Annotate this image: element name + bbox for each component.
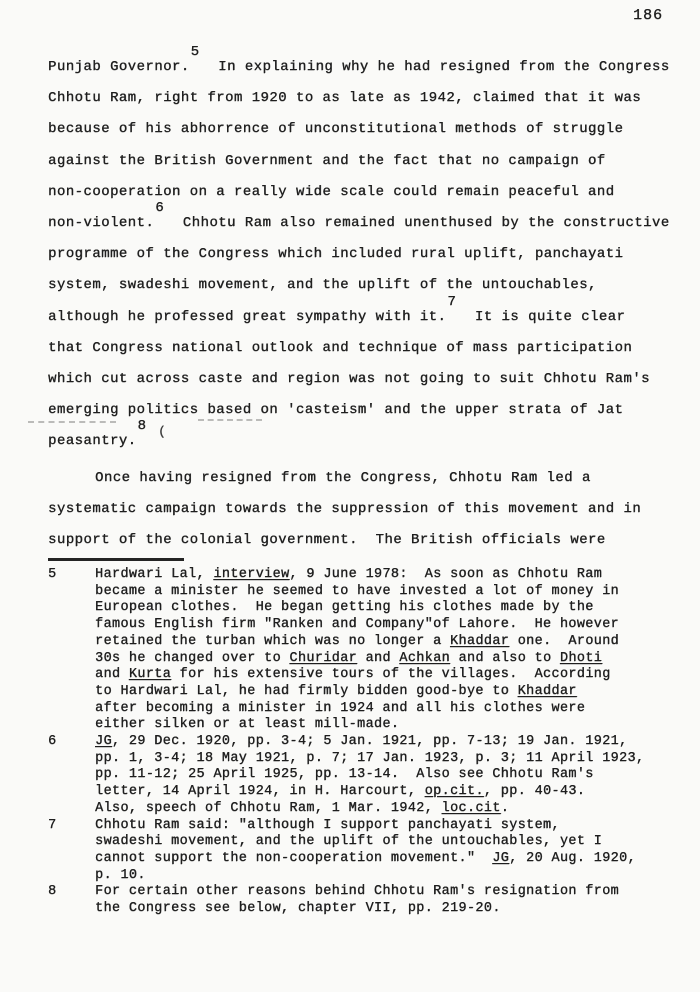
- underlined-term: Dhoti: [559, 650, 603, 666]
- text-line: Punjab Governor.5 In explaining why he had resigned from the Congress: [48, 44, 670, 75]
- text-line: Chhotu Ram said: "although I support panchayati system,: [95, 817, 560, 833]
- underlined-term: interview: [213, 567, 290, 582]
- underlined-term: JG: [95, 734, 112, 750]
- text-line: JG, 29 Dec. 1920, pp. 3-4; 5 Jan. 1921, pp. 7-13; 19 Jan. 1921,: [95, 734, 628, 750]
- text-line: although he professed great sympathy with it.7 It is quite clear: [48, 293, 626, 325]
- text-line: to Hardwari Lal, he had firmly bidden good-bye to Khaddar: [95, 683, 577, 699]
- body-text: [48, 44, 678, 556]
- text-line: non-violent.6 Chhotu Ram also remained unenthused by the constructive: [48, 200, 670, 232]
- text-line: after becoming a minister in 1924 and all his clothes were: [95, 700, 586, 716]
- footnote-text: [95, 818, 648, 885]
- text-line: European clothes. He began getting his clothes made by the: [95, 600, 594, 616]
- footnote-number: 5: [48, 567, 57, 582]
- underlined-term: Khaddar: [517, 683, 577, 699]
- scan-artifact-dash: [28, 421, 116, 423]
- text-line: Chhotu Ram, right from 1920 to as late as 1942, claimed that it was: [48, 90, 642, 107]
- footnote-ref: 6: [155, 200, 165, 217]
- footnote-ref: 8: [137, 418, 147, 435]
- text-line: emerging politics based on 'casteism' and the upper strata of Jat: [48, 402, 624, 419]
- footnote: [48, 567, 648, 734]
- text-line: letter, 14 April 1924, in H. Harcourt, op.cit., pp. 40-43.: [95, 784, 586, 800]
- text-line: Hardwari Lal, interview, 9 June 1978: As soon as Chhotu Ram: [95, 567, 603, 582]
- underlined-term: Kurta: [128, 667, 172, 683]
- text-line: programme of the Congress which included rural uplift, panchayati: [48, 246, 624, 263]
- text-line: 30s he changed over to Churidar and Achkan and also to Dhoti: [95, 650, 603, 666]
- text-line: which cut across caste and region was not going to suit Chhotu Ram's: [48, 371, 650, 388]
- underlined-term: Churidar: [289, 650, 358, 666]
- footnote: [48, 818, 648, 885]
- text-line: cannot support the non-cooperation movement." JG, 20 Aug. 1920,: [95, 850, 636, 866]
- underlined-term: op.cit.: [424, 784, 484, 800]
- scan-artifact-mark: (: [158, 424, 166, 439]
- footnote-separator: [48, 558, 184, 561]
- text-line: For certain other reasons behind Chhotu Ram's resignation from: [95, 884, 619, 900]
- text-line: famous English firm "Ranken and Company"of Lahore. He however: [95, 617, 619, 633]
- footnote-text: [95, 734, 648, 818]
- text-line: became a minister he seemed to have invested a lot of money in: [95, 583, 619, 599]
- text-line: and Kurta for his extensive tours of the villages. According: [95, 667, 611, 683]
- underlined-term: loc.cit: [441, 800, 501, 816]
- text-line: because of his abhorrence of unconstitutional methods of struggle: [48, 121, 624, 138]
- text-line: p. 10.: [95, 867, 146, 883]
- paragraph: [48, 463, 678, 557]
- text-line: Also, speech of Chhotu Ram, 1 Mar. 1942, loc.cit.: [95, 800, 510, 816]
- underlined-term: Achkan: [399, 650, 450, 666]
- text-line: system, swadeshi movement, and the uplift of the untouchables,: [48, 277, 597, 294]
- footnote-text: [95, 884, 648, 917]
- paragraph: [48, 44, 678, 458]
- footnote: [48, 734, 648, 818]
- text-line: peasantry.8: [48, 418, 147, 450]
- page-number: 186: [633, 7, 664, 24]
- footnote-ref: 5: [190, 44, 200, 60]
- text-line: pp. 11-12; 25 April 1925, pp. 13-14. Also see Chhotu Ram's: [95, 767, 594, 783]
- footnote: [48, 884, 648, 917]
- footnote-number: 8: [48, 884, 57, 900]
- text-line: retained the turban which was no longer a Khaddar one. Around: [95, 633, 620, 649]
- text-line: either silken or at least mill-made.: [95, 717, 400, 733]
- text-line: Once having resigned from the Congress, Chhotu Ram led a: [95, 469, 591, 486]
- scan-artifact-dash: [198, 419, 262, 421]
- underlined-term: JG: [492, 850, 510, 866]
- footnote-text: [95, 567, 648, 734]
- text-line: swadeshi movement, and the uplift of the untouchables, yet I: [95, 834, 603, 850]
- footnote-ref: 7: [447, 293, 457, 310]
- text-line: that Congress national outlook and technique of mass participation: [48, 339, 633, 356]
- text-line: the Congress see below, chapter VII, pp. 219-20.: [95, 901, 501, 917]
- text-line: systematic campaign towards the suppression of this movement and in: [48, 500, 642, 517]
- footnote-number: 7: [48, 817, 57, 833]
- underlined-term: Khaddar: [449, 633, 510, 649]
- text-line: non-cooperation on a really wide scale could remain peaceful and: [48, 183, 615, 200]
- footnotes: [48, 567, 648, 918]
- footnote-number: 6: [48, 734, 57, 750]
- text-line: support of the colonial government. The British officials were: [48, 532, 606, 549]
- text-line: against the British Government and the fact that no campaign of: [48, 152, 606, 169]
- text-line: pp. 1, 3-4; 18 May 1921, p. 7; 17 Jan. 1923, p. 3; 11 April 1923,: [95, 750, 645, 766]
